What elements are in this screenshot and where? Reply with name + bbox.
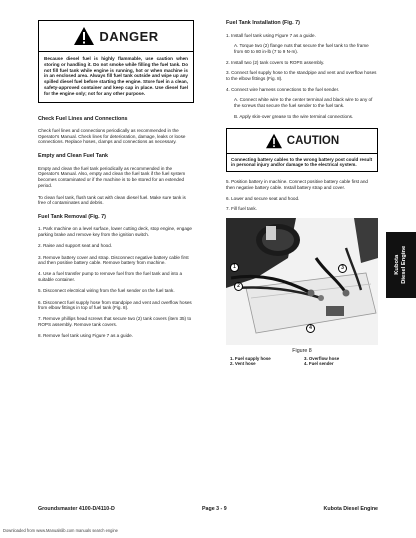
removal-step: 5. Disconnect electrical wiring from the fuel sender on the fuel tank.: [38, 288, 175, 294]
install-substep: B. Apply skin-over grease to the wire terminal connections.: [234, 113, 354, 119]
install-heading: Fuel Tank Installation (Fig. 7): [226, 20, 300, 26]
removal-heading: Fuel Tank Removal (Fig. 7): [38, 213, 106, 220]
post-step: 7. Fill fuel tank.: [226, 206, 257, 212]
figure-legend: [226, 356, 378, 366]
empty-heading: Empty and Clean Fuel Tank: [38, 153, 108, 160]
check-heading: Check Fuel Lines and Connections: [38, 115, 128, 122]
empty-body-1: Empty and clean the fuel tank periodically as recommended in the Operator's Manual. Also, empty and clean the fuel tank if the fuel system becomes contaminated or if the machine is to be stored for an extended period.: [38, 165, 186, 188]
figure-caption: Figure 8: [292, 347, 312, 354]
warning-triangle-icon: [265, 133, 283, 149]
caution-body: Connecting battery cables to the wrong battery post could result in personal injury and/or damage to the electrical system.: [231, 156, 373, 168]
callout-2: 2: [234, 282, 243, 291]
callout-1: 1: [230, 263, 239, 272]
removal-step: 1. Park machine on a level surface, lower cutting deck, stop engine, engage parking brake and remove key from the ignition switch.: [38, 226, 192, 238]
removal-step: 2. Raise and support seat and hood.: [38, 243, 113, 249]
figure-8-photo: [226, 218, 378, 345]
post-step: 5. Position battery in machine. Connect positive battery cable first and then negative battery cable. Install battery strap and cover.: [226, 179, 368, 190]
caution-header: [227, 129, 377, 154]
empty-body-2: To clean fuel tank, flush tank out with clean diesel fuel. Make sure tank is free of contaminates and debris.: [38, 194, 186, 206]
removal-step: 7. Remove phillips head screws that secure two (2) tank covers (item 35) to ROPS assembly. Remove tank covers.: [38, 316, 192, 328]
danger-header: [39, 21, 193, 52]
install-step: 4. Connect wire harness connections to the fuel sender.: [226, 86, 340, 92]
caution-title: CAUTION: [286, 134, 340, 147]
callout-3: 3: [338, 264, 347, 273]
danger-body: Because diesel fuel is highly flammable, use caution when storing or handling it. Do not smoke while filling the fuel tank. Do not fill fuel tank while engine is running, hot or when machine is in an enclosed area. Always fill fuel tank outside and wipe up any spilled diesel fuel before starting the engine. Store fuel in a clean, safety-approved container and keep cap in place. Use diesel fuel for the engine only; not for any other purpose.: [44, 56, 188, 96]
post-step: 6. Lower and secure seat and hood.: [226, 195, 300, 201]
footer-page-number: Page 3 - 9: [202, 506, 227, 512]
danger-box: [38, 20, 194, 103]
right-column: [226, 20, 378, 366]
install-step: 1. Install fuel tank using Figure 7 as a guide.: [226, 32, 316, 38]
download-watermark: Downloaded from www.Manualslib.com manuals search engine: [3, 528, 118, 533]
legend-item: 1. Fuel supply hose: [230, 355, 271, 361]
install-step: 2. Install two (2) tank covers to ROPS assembly.: [226, 59, 325, 65]
footer-model: Groundsmaster 4100-D/4110-D: [38, 506, 115, 512]
footer-section: Kubota Diesel Engine: [323, 506, 378, 512]
page-footer: [38, 505, 378, 513]
legend-item: 4. Fuel sender: [304, 361, 334, 367]
warning-triangle-icon: [73, 26, 95, 46]
danger-title: DANGER: [99, 28, 159, 44]
removal-step: 6. Disconnect fuel supply hose from standpipe and vent and overflow hoses from elbow fittings in top of fuel tank (Fig. 8).: [38, 299, 192, 311]
left-column: [38, 20, 194, 339]
fuel-tank-photo-illustration: [226, 218, 378, 345]
removal-step: 4. Use a fuel transfer pump to remove fuel from the fuel tank and into a suitable container.: [38, 271, 183, 283]
caution-box: [226, 128, 378, 173]
install-substep: A. Torque two (2) flange nuts that secure the fuel tank to the frame from 60 to 80 in-lb (7 to 9 N-m).: [234, 43, 369, 54]
check-body: Check fuel lines and connections periodically as recommended in the Operator's Manual. Check lines for deterioration, damage, leaks or loose connections. Replace hoses, clamps and connections as necessary.: [38, 128, 186, 145]
chapter-tab-line-2: Diesel Engine: [401, 245, 408, 285]
chapter-tab-line-1: Kubota: [394, 255, 401, 275]
chapter-tab: [386, 232, 416, 298]
removal-step: 3. Remove battery cover and strap. Disconnect negative battery cable first and then positive battery cable. Remove battery from machine.: [38, 254, 189, 266]
install-step: 3. Connect fuel supply hose to the standpipe and vent and overflow hoses to the elbow fittings (Fig. 8).: [226, 70, 377, 82]
install-substep: A. Connect white wire to the center terminal and black wire to any of the screws that secure the fuel sender to the fuel tank.: [234, 97, 373, 109]
removal-step: 8. Remove fuel tank using Figure 7 as a guide.: [38, 333, 133, 339]
legend-item: 2. Vent hose: [230, 361, 256, 367]
legend-item: 3. Overflow hose: [304, 355, 340, 361]
callout-4: 4: [306, 324, 315, 333]
